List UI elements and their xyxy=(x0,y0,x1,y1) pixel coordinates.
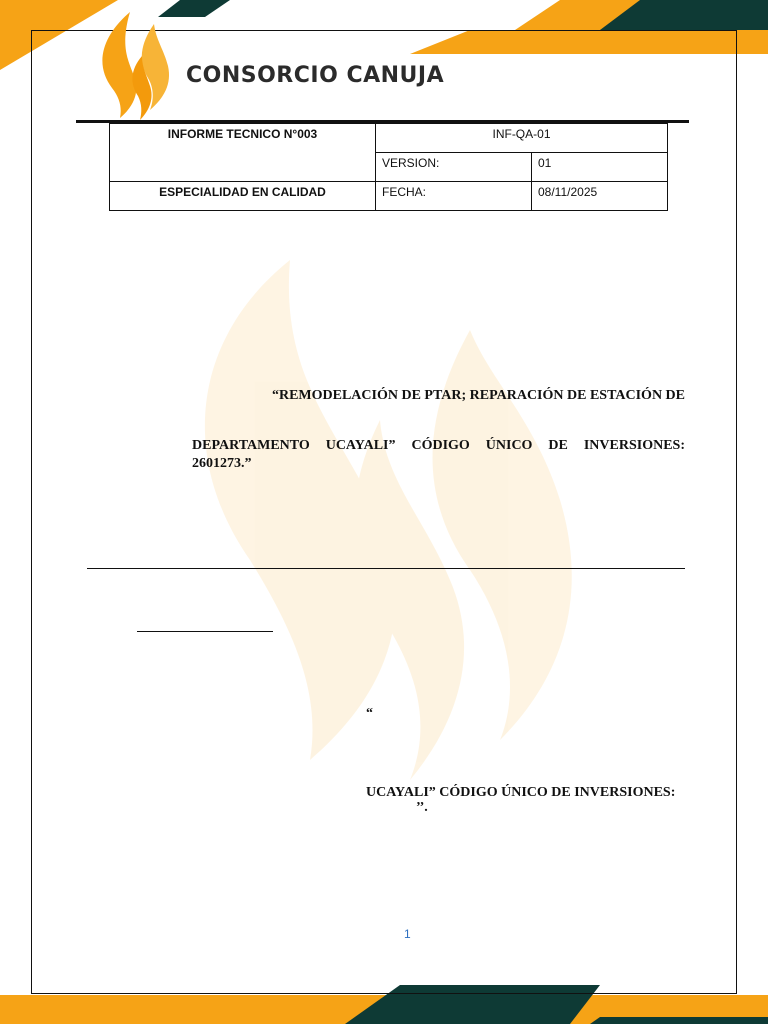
version-label-cell: VERSION: xyxy=(376,153,532,182)
paragraph-line: UCAYALI” CÓDIGO ÚNICO DE INVERSIONES: xyxy=(366,785,676,800)
project-title-line-2: DEPARTAMENTO UCAYALI” CÓDIGO ÚNICO DE INVERSIONES: xyxy=(192,438,685,453)
document-header-table xyxy=(109,123,668,211)
short-underline xyxy=(137,631,273,632)
project-title-line-3: 2601273.” xyxy=(192,456,252,471)
section-divider xyxy=(87,568,685,569)
page-number: 1 xyxy=(404,927,411,941)
document-code-cell: INF-QA-01 xyxy=(376,124,668,153)
closing-quote: ’’. xyxy=(416,800,428,815)
flame-logo-icon xyxy=(90,6,176,122)
project-title-line-1: “REMODELACIÓN DE PTAR; REPARACIÓN DE ESTACIÓN DE xyxy=(271,388,685,403)
company-name: CONSORCIO CANUJA xyxy=(186,63,445,88)
specialty-cell: ESPECIALIDAD EN CALIDAD xyxy=(110,182,376,211)
date-value-cell: 08/11/2025 xyxy=(532,182,668,211)
opening-quote: “ xyxy=(366,706,373,721)
report-title-cell: INFORME TECNICO N°003 xyxy=(110,124,376,182)
version-value-cell: 01 xyxy=(532,153,668,182)
date-label-cell: FECHA: xyxy=(376,182,532,211)
